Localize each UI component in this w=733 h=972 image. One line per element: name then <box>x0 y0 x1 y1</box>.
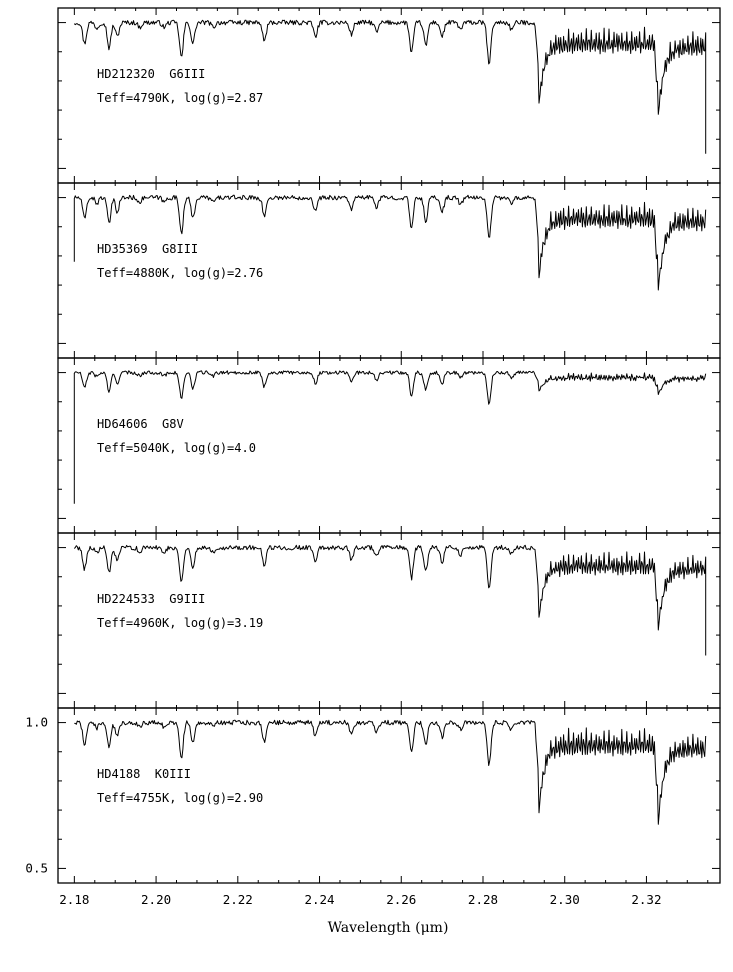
x-axis-title: Wavelength (μm) <box>327 920 449 936</box>
stellar-params-label: Teff=4755K, log(g)=2.90 <box>97 791 264 805</box>
panels <box>25 8 720 883</box>
spectrum-panel <box>58 183 720 358</box>
star-name-label: HD64606 G8V <box>97 417 184 431</box>
spectrum-line <box>74 371 705 504</box>
spectrum-panel <box>58 358 720 533</box>
x-tick-label: 2.24 <box>304 892 335 907</box>
y-tick-label: 0.5 <box>25 860 48 876</box>
x-tick-label: 2.28 <box>467 892 499 907</box>
star-name-label: HD224533 G9III <box>97 592 206 606</box>
star-name-label: HD4188 K0III <box>97 767 191 781</box>
stellar-params-label: Teff=4790K, log(g)=2.87 <box>97 91 264 105</box>
x-tick-label: 2.18 <box>59 892 90 907</box>
x-tick-labels <box>59 892 661 907</box>
x-tick-label: 2.32 <box>631 892 662 907</box>
star-name-label: HD212320 G6III <box>97 67 206 81</box>
stellar-params-label: Teff=4880K, log(g)=2.76 <box>97 266 264 280</box>
spectrum-panel <box>58 533 720 708</box>
star-name-label: HD35369 G8III <box>97 242 199 256</box>
x-tick-label: 2.20 <box>141 892 172 907</box>
stellar-params-label: Teff=5040K, log(g)=4.0 <box>97 441 256 455</box>
x-tick-label: 2.30 <box>549 892 580 907</box>
y-tick-label: 1.0 <box>25 714 48 730</box>
x-tick-label: 2.26 <box>386 892 417 907</box>
spectrum-panel <box>25 708 720 883</box>
spectrum-panel <box>58 8 720 183</box>
stellar-params-label: Teff=4960K, log(g)=3.19 <box>97 616 264 630</box>
x-tick-label: 2.22 <box>222 892 253 907</box>
spectrum-line <box>74 20 705 154</box>
